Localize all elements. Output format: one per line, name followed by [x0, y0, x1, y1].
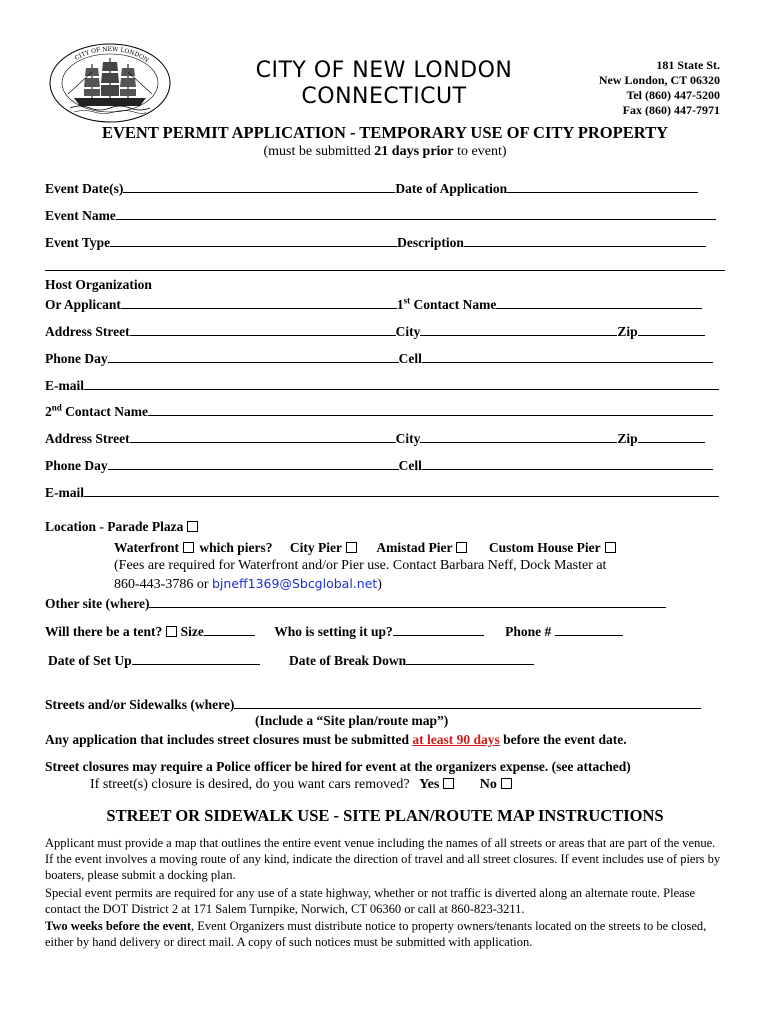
tent-phone-field[interactable]	[555, 622, 623, 636]
event-type-row	[45, 233, 706, 251]
other-site-field[interactable]	[149, 594, 666, 608]
police-note: Street closures may require a Police officer be hired for event at the organizers expense. (see attached)	[45, 759, 631, 774]
address-street-label: Address Street	[45, 324, 130, 339]
custom-house-pier-label: Custom House Pier	[488, 540, 601, 555]
email-field-2[interactable]	[84, 483, 719, 497]
city-name-line2: CONNECTICUT	[301, 84, 467, 109]
cars-yes-label: Yes	[419, 777, 440, 792]
cell-label: Cell	[398, 351, 422, 366]
amistad-pier-label: Amistad Pier	[376, 540, 453, 555]
zip-field[interactable]	[638, 322, 705, 336]
zip-label: Zip	[617, 431, 638, 446]
city-address-block	[599, 58, 720, 118]
streets-label: Streets and/or Sidewalks (where)	[45, 697, 235, 712]
event-dates-field[interactable]	[123, 179, 395, 193]
event-name-field[interactable]	[116, 206, 716, 220]
tent-size-field[interactable]	[204, 622, 255, 636]
who-setting-up-label: Who is setting it up?	[274, 624, 393, 639]
two-weeks-bold: Two weeks before the event	[45, 919, 192, 933]
host-org-row	[45, 295, 702, 313]
description-field[interactable]	[464, 233, 706, 247]
event-name-row	[45, 206, 716, 224]
address-row-1	[45, 322, 705, 340]
cars-no-label: No	[479, 777, 497, 792]
event-dates-label: Event Date(s)	[45, 181, 124, 196]
email-row-1	[45, 376, 719, 394]
second-contact-row	[45, 402, 713, 420]
address-fax: Fax (860) 447-7971	[622, 103, 720, 117]
cars-removed-question: If street(s) closure is desired, do you want cars removed?	[90, 777, 410, 792]
close-paren: )	[377, 577, 382, 592]
date-of-application-label: Date of Application	[395, 181, 508, 196]
subtitle-bold: 21 days prior	[374, 144, 454, 159]
date-setup-label: Date of Set Up	[48, 653, 132, 668]
city-name-line1: CITY OF NEW LONDON	[255, 58, 513, 83]
site-plan-note: (Include a “Site plan/route map”)	[255, 713, 449, 728]
address-street-field-2[interactable]	[130, 429, 396, 443]
amistad-pier-checkbox[interactable]	[456, 542, 467, 553]
email-row-2	[45, 483, 719, 501]
email-label: E-mail	[45, 485, 84, 500]
closure-after: before the event date.	[499, 732, 627, 747]
other-site-row	[45, 594, 666, 612]
custom-house-pier-checkbox[interactable]	[605, 542, 616, 553]
address-street-label: Address Street	[45, 431, 130, 446]
seal-lettering: CITY OF NEW LONDON	[73, 45, 150, 65]
closure-90-days: at least 90 days	[412, 732, 500, 747]
fees-note: (Fees are required for Waterfront and/or Pier use. Contact Barbara Neff, Dock Master at	[114, 558, 607, 573]
other-site-label: Other site (where)	[45, 596, 150, 611]
instructions-paragraph-3	[45, 918, 725, 950]
description-continuation-line[interactable]	[45, 256, 725, 271]
tent-row	[45, 622, 623, 640]
second-contact-label: 2nd Contact Name	[45, 402, 148, 419]
address-city: New London, CT 06320	[598, 73, 720, 87]
event-dates-row	[45, 179, 698, 197]
setup-row	[48, 651, 534, 669]
two-weeks-rest: , Event Organizers must distribute notice to property owners/tenants located on the streets to be closed, either by hand delivery or direct mail. A copy of such notices must be submitted with application.	[45, 919, 707, 949]
address-tel: Tel (860) 447-5200	[626, 88, 720, 102]
dockmaster-contact	[114, 576, 382, 593]
tent-question-label: Will there be a tent?	[45, 624, 163, 639]
city-label: City	[395, 324, 421, 339]
date-breakdown-field[interactable]	[406, 651, 534, 665]
piers-row	[114, 540, 616, 556]
subtitle-after: to event)	[453, 144, 507, 159]
cell-field[interactable]	[422, 349, 713, 363]
date-breakdown-label: Date of Break Down	[289, 653, 407, 668]
instructions-paragraph-1: Applicant must provide a map that outlines the entire event venue including the names of all streets or areas that are part of the venue. If the event involves a moving route of any kind, indicate the direction of travel and all street closures. If event includes use of piers by boaters, please submit a docking plan.	[45, 836, 721, 882]
tent-size-label: Size	[180, 624, 204, 639]
instructions-paragraph-2: Special event permits are required for any use of a state highway, whether or not traffic is diverted along an alternate route. Please contact the DOT District 2 at 171 Salem Turnpike, Norwich, CT 06360 or call at 860-823-3211.	[45, 886, 696, 916]
phone-day-field[interactable]	[108, 349, 399, 363]
phone-day-label: Phone Day	[45, 458, 108, 473]
host-org-label-line1: Host Organization	[45, 277, 152, 292]
waterfront-checkbox[interactable]	[183, 542, 194, 553]
city-field[interactable]	[420, 322, 617, 336]
zip-field-2[interactable]	[638, 429, 705, 443]
event-type-label: Event Type	[45, 235, 111, 250]
address-row-2	[45, 429, 705, 447]
description-label: Description	[397, 235, 464, 250]
event-name-label: Event Name	[45, 208, 116, 223]
cars-yes-checkbox[interactable]	[443, 778, 454, 789]
cell-field-2[interactable]	[422, 456, 713, 470]
dockmaster-phone: 860-443-3786 or	[114, 577, 212, 592]
which-piers-label: which piers?	[199, 540, 273, 555]
cars-removed-row	[90, 777, 512, 793]
first-contact-field[interactable]	[496, 295, 702, 309]
location-parade-plaza-label: Location - Parade Plaza	[45, 519, 184, 534]
email-label: E-mail	[45, 378, 84, 393]
phone-day-label: Phone Day	[45, 351, 108, 366]
host-org-field[interactable]	[121, 295, 397, 309]
address-street: 181 State St.	[656, 58, 720, 72]
parade-plaza-checkbox[interactable]	[187, 521, 198, 532]
city-label: City	[395, 431, 421, 446]
city-seal-logo	[48, 42, 172, 124]
date-setup-field[interactable]	[132, 651, 260, 665]
form-title: EVENT PERMIT APPLICATION - TEMPORARY USE OF CITY PROPERTY	[101, 123, 668, 142]
cars-no-checkbox[interactable]	[501, 778, 512, 789]
closure-before: Any application that includes street closures must be submitted	[45, 732, 413, 747]
tent-checkbox[interactable]	[166, 626, 177, 637]
location-row	[45, 519, 198, 535]
who-setting-up-field[interactable]	[393, 622, 484, 636]
tent-phone-label: Phone #	[505, 624, 552, 639]
phone-day-field-2[interactable]	[108, 456, 399, 470]
zip-label: Zip	[617, 324, 638, 339]
dockmaster-email-link[interactable]: bjneff1369@Sbcglobal.net	[212, 576, 378, 591]
cell-label: Cell	[398, 458, 422, 473]
phone-row-1	[45, 349, 713, 367]
waterfront-label: Waterfront	[114, 540, 179, 555]
streets-row	[45, 695, 701, 713]
city-pier-label: City Pier	[289, 540, 342, 555]
city-field-2[interactable]	[420, 429, 617, 443]
email-field[interactable]	[84, 376, 719, 390]
instructions-heading: STREET OR SIDEWALK USE - SITE PLAN/ROUTE MAP INSTRUCTIONS	[106, 806, 664, 825]
form-subtitle	[0, 144, 770, 160]
city-pier-checkbox[interactable]	[346, 542, 357, 553]
first-contact-label: 1st Contact Name	[396, 295, 497, 312]
streets-field[interactable]	[234, 695, 701, 709]
subtitle-before: (must be submitted	[263, 144, 375, 159]
event-type-field[interactable]	[110, 233, 397, 247]
host-org-label-line2: Or Applicant	[45, 297, 121, 312]
closure-notice	[45, 732, 627, 748]
date-of-application-field[interactable]	[507, 179, 698, 193]
address-street-field[interactable]	[130, 322, 396, 336]
phone-row-2	[45, 456, 713, 474]
second-contact-field[interactable]	[148, 402, 713, 416]
